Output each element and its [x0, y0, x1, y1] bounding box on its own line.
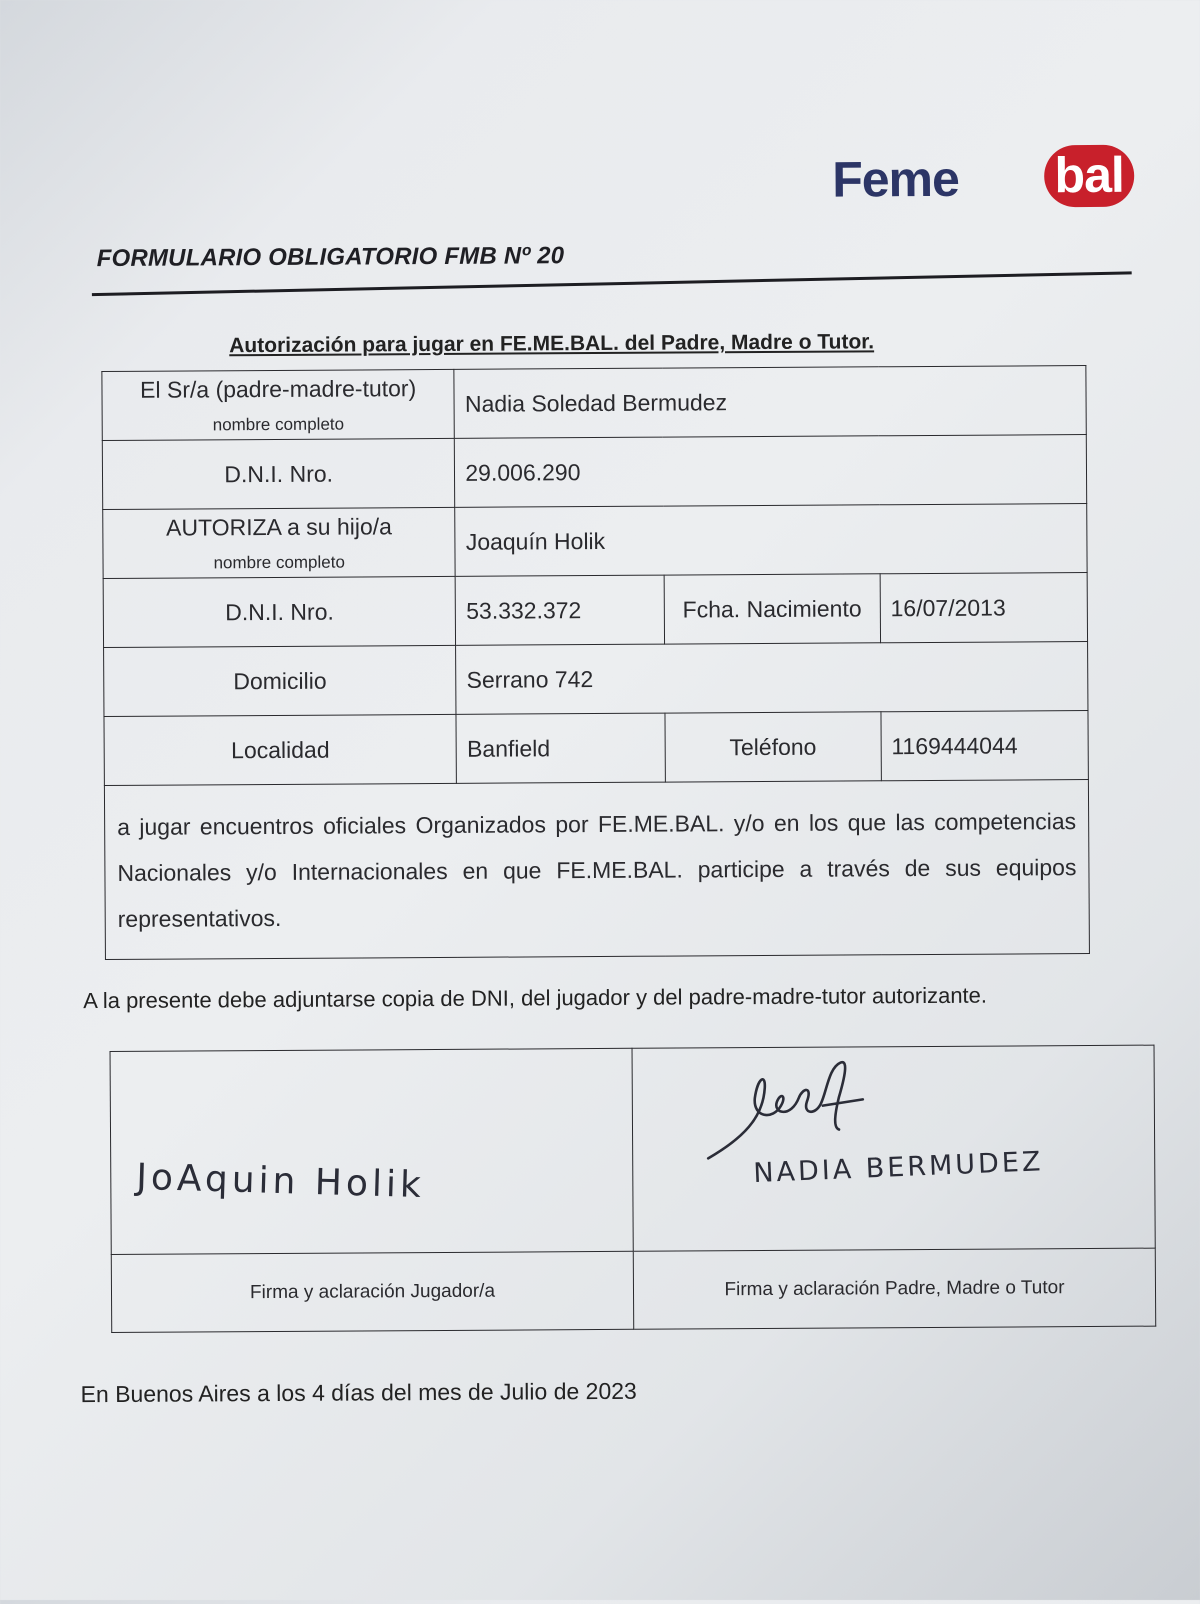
address-value: Serrano 742: [456, 642, 1088, 715]
table-row: [103, 573, 1087, 648]
child-name-label-cell: [103, 507, 456, 578]
parent-dni-label: D.N.I. Nro.: [102, 438, 455, 509]
place-date-line: En Buenos Aires a los 4 días del mes de Julio de 2023: [80, 1377, 637, 1408]
parent-signature-box: [632, 1045, 1155, 1251]
parent-name-value: Nadia Soledad Bermudez: [454, 366, 1086, 439]
table-row: [102, 366, 1086, 441]
locality-value: Banfield: [456, 713, 665, 783]
parent-signature-caption: Firma y aclaración Padre, Madre o Tutor: [633, 1248, 1155, 1329]
phone-label: Teléfono: [665, 712, 881, 782]
form-title: FORMULARIO OBLIGATORIO FMB Nº 20: [96, 242, 565, 273]
logo-text-part2: bal: [1044, 145, 1134, 208]
child-name-label: AUTORIZA a su hijo/a: [165, 512, 392, 541]
table-row: [104, 780, 1089, 960]
signature-table: [110, 1045, 1157, 1333]
table-row: [104, 642, 1088, 717]
player-signature-caption: Firma y aclaración Jugador/a: [111, 1251, 633, 1332]
signature-scribble: [703, 1057, 884, 1168]
logo-text-part1: Feme: [832, 150, 960, 208]
femebal-logo: [832, 143, 1122, 225]
table-row: [103, 504, 1087, 579]
parent-name-sublabel: nombre completo: [212, 414, 345, 434]
parent-name-label-cell: [102, 369, 455, 440]
authorization-paragraph: a jugar encuentros oficiales Organizados por FE.ME.BAL. y/o en los que las competencias Nacionales y/o Internacionales en que FE.ME.BAL. participe a través de sus equipos representativos.: [104, 780, 1089, 960]
child-dni-label: D.N.I. Nro.: [103, 576, 456, 647]
birthdate-value: 16/07/2013: [880, 573, 1088, 643]
form-subtitle: Autorización para jugar en FE.ME.BAL. del Padre, Madre o Tutor.: [229, 330, 875, 358]
title-divider: [92, 271, 1132, 296]
table-row: [111, 1248, 1155, 1332]
phone-value: 1169444044: [881, 711, 1089, 781]
authorization-table: [101, 365, 1090, 960]
child-name-value: Joaquín Holik: [455, 504, 1087, 577]
player-signature-box: [110, 1048, 633, 1254]
locality-label: Localidad: [104, 714, 457, 785]
parent-dni-value: 29.006.290: [455, 435, 1087, 508]
table-row: [104, 711, 1088, 786]
address-label: Domicilio: [104, 645, 457, 716]
parent-name-label: El Sr/a (padre-madre-tutor): [140, 374, 417, 403]
table-row: [110, 1045, 1155, 1254]
birthdate-label: Fcha. Nacimiento: [664, 574, 880, 644]
attachment-note: A la presente debe adjuntarse copia de DNI, del jugador y del padre-madre-tutor autorizante.: [83, 982, 988, 1014]
child-dni-value: 53.332.372: [455, 575, 664, 645]
child-name-sublabel: nombre completo: [213, 552, 345, 572]
parent-handwritten-name: NADIA BERMUDEZ: [752, 1146, 1044, 1190]
table-row: [102, 435, 1086, 510]
player-handwritten-name: JoAquin Holik: [135, 1156, 426, 1207]
